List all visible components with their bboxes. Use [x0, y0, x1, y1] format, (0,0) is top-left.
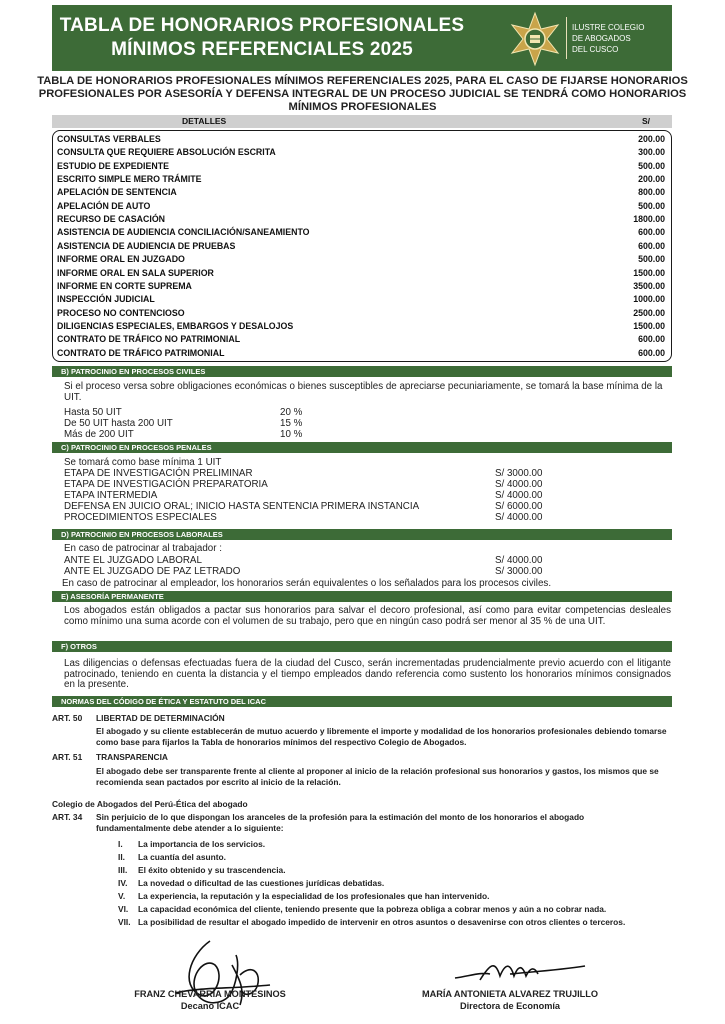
service-name: CONSULTA QUE REQUIERE ABSOLUCIÓN ESCRITA: [57, 147, 276, 158]
table-row: [57, 214, 665, 227]
labor-item-label: ANTE EL JUZGADO LABORAL: [64, 555, 202, 566]
section-title: B) PATROCINIO EN PROCESOS CIVILES: [61, 367, 206, 376]
list-numeral: III.: [118, 865, 128, 875]
signatory-role: Decano ICAC: [180, 1001, 240, 1011]
table-row: [57, 281, 665, 294]
college-ethics-heading: Colegio de Abogados del Perú-Ética del abogado: [52, 799, 248, 809]
service-fee: 1500.00: [633, 267, 665, 278]
fees-table-header: [52, 115, 672, 128]
service-fee: 600.00: [638, 240, 665, 251]
page-title-line1: TABLA DE HONORARIOS PROFESIONALES: [59, 15, 465, 36]
service-name: RECURSO DE CASACIÓN: [57, 214, 166, 225]
service-fee: 2500.00: [633, 307, 665, 318]
list-item: La novedad o dificultad de las cuestiones jurídicas debatidas.: [138, 878, 385, 888]
service-name: INSPECCIÓN JUDICIAL: [57, 294, 155, 305]
penal-item-value: S/ 6000.00: [495, 501, 543, 512]
section-e-bar: [52, 591, 672, 602]
penal-item-label: ETAPA INTERMEDIA: [64, 490, 158, 501]
section-b-text: Si el proceso versa sobre obligaciones económicas o bienes susceptibles de apreciarse pecuniariamente, se tomará la base mínima de la UIT.: [64, 381, 663, 403]
article-text: El abogado debe ser transparente frente al cliente al proponer al inicio de la relación profesional sus honorarios y gastos, los mismos que se recomienda sean pactados por escrito al inicio de la relación.: [96, 766, 659, 787]
table-row: [57, 187, 665, 200]
service-name: APELACIÓN DE AUTO: [57, 200, 151, 211]
list-numeral: VI.: [118, 904, 129, 914]
service-fee: 200.00: [638, 174, 665, 185]
penal-item-label: DEFENSA EN JUICIO ORAL; INICIO HASTA SENTENCIA PRIMERA INSTANCIA: [64, 501, 420, 512]
service-name: ESCRITO SIMPLE MERO TRÁMITE: [57, 174, 202, 185]
service-fee: 300.00: [638, 147, 665, 158]
table-row: [57, 134, 665, 147]
service-name: INFORME EN CORTE SUPREMA: [57, 280, 192, 291]
list-item: La importancia de los servicios.: [138, 839, 266, 849]
penal-item-label: PROCEDIMIENTOS ESPECIALES: [64, 512, 217, 523]
table-row: [57, 308, 665, 321]
service-fee: 800.00: [638, 187, 665, 198]
list-item: El éxito obtenido y su trascendencia.: [138, 865, 286, 875]
table-row: [57, 254, 665, 267]
section-c-bar: [52, 442, 672, 453]
college-name: [572, 22, 644, 55]
table-row: [57, 161, 665, 174]
article-text: El abogado y su cliente establecerán de mutuo acuerdo y libremente el importe y modalidad de los honorarios profesionales debiendo tomarse como base para fijarlos la Tabla de honorarios mínimos del respectivo Colegio de Abogados.: [96, 726, 667, 747]
article-number: ART. 51: [52, 752, 83, 762]
signatory-name: MARÍA ANTONIETA ALVAREZ TRUJILLO: [421, 989, 599, 999]
service-fee: 1000.00: [633, 294, 665, 305]
signatory-role: Directora de Economía: [459, 1001, 561, 1011]
article-text: Sin perjuicio de lo que dispongan los aranceles de la profesión para la estimación del monto de los honorarios el abogado fundamentalmente debe atender a lo siguiente:: [96, 812, 585, 833]
tier-label: Más de 200 UIT: [64, 429, 134, 440]
column-header-currency: S/: [641, 116, 650, 126]
list-item: La experiencia, la reputación y la especialidad de los profesionales que han intervenido.: [138, 891, 490, 901]
service-name: INFORME ORAL EN JUZGADO: [57, 254, 185, 265]
service-name: PROCESO NO CONTENCIOSO: [57, 307, 185, 318]
penal-item-value: S/ 4000.00: [495, 479, 543, 490]
service-fee: 500.00: [638, 200, 665, 211]
penal-item-value: S/ 4000.00: [495, 512, 543, 523]
section-title: C) PATROCINIO EN PROCESOS PENALES: [61, 443, 212, 452]
list-item: La capacidad económica del cliente, teniendo presente que la pobreza obliga a cobrar menos y aún a no cobrar nada.: [138, 904, 607, 914]
section-title: E) ASESORÍA PERMANENTE: [61, 592, 164, 601]
service-name: CONSULTAS VERBALES: [57, 134, 161, 144]
tier-value: 20 %: [280, 407, 303, 418]
labor-item-value: S/ 4000.00: [495, 555, 543, 566]
service-name: ASISTENCIA DE AUDIENCIA DE PRUEBAS: [57, 240, 236, 251]
section-d-bar: [52, 529, 672, 540]
table-row: [57, 321, 665, 334]
service-fee: 200.00: [638, 134, 665, 144]
tier-label: Hasta 50 UIT: [64, 407, 122, 418]
service-fee: 600.00: [638, 347, 665, 358]
service-fee: 500.00: [638, 160, 665, 171]
section-f-bar: [52, 641, 672, 652]
service-name: INFORME ORAL EN SALA SUPERIOR: [57, 267, 214, 278]
penal-item-value: S/ 3000.00: [495, 468, 543, 479]
service-fee: 1500.00: [633, 320, 665, 331]
article-title: LIBERTAD DE DETERMINACIÓN: [96, 713, 225, 723]
service-name: CONTRATO DE TRÁFICO NO PATRIMONIAL: [57, 334, 241, 345]
list-item: La posibilidad de resultar el abogado impedido de intervenir en otros asuntos o desavenirse con otros clientes o terceros.: [138, 917, 626, 927]
article-title: TRANSPARENCIA: [96, 752, 168, 762]
header-banner: [52, 5, 672, 71]
section-title: D) PATROCINIO EN PROCESOS LABORALES: [61, 530, 223, 539]
service-fee: 3500.00: [633, 280, 665, 291]
article-number: ART. 34: [52, 812, 83, 822]
service-name: ESTUDIO DE EXPEDIENTE: [57, 160, 169, 171]
section-title: F) OTROS: [61, 642, 97, 651]
service-fee: 500.00: [638, 254, 665, 265]
service-name: APELACIÓN DE SENTENCIA: [57, 187, 177, 198]
service-name: CONTRATO DE TRÁFICO PATRIMONIAL: [57, 347, 225, 358]
table-row: [57, 334, 665, 347]
tier-label: De 50 UIT hasta 200 UIT: [64, 418, 173, 429]
intro-heading: TABLA DE HONORARIOS PROFESIONALES MÍNIMOS REFERENCIALES 2025, PARA EL CASO DE FIJARSE HONORARIOS PROFESIONALES POR ASESORÍA Y DEFENSA INTEGRAL DE UN PROCESO JUDICIAL SE TENDRÁ COMO HONORARIOS MÍNIMOS PROFESIONALES: [37, 75, 688, 113]
table-row: [57, 268, 665, 281]
section-b-bar: [52, 366, 672, 377]
section-e-text: Los abogados están obligados a pactar sus honorarios para salvar el decoro profesional, así como para evitar competencias desleales como mínimo una suma acorde con el volumen de su trabajo, pero que en ningún caso podrá ser menor al 35 % de una UIT.: [64, 605, 671, 627]
table-row: [57, 348, 665, 361]
labor-item-value: S/ 3000.00: [495, 566, 543, 577]
section-c-intro: Se tomará como base mínima 1 UIT: [64, 457, 222, 468]
section-title: NORMAS DEL CÓDIGO DE ÉTICA Y ESTATUTO DEL ICAC: [61, 697, 267, 706]
table-row: [57, 294, 665, 307]
logo-separator: [566, 17, 567, 59]
article-number: ART. 50: [52, 713, 83, 723]
service-name: ASISTENCIA DE AUDIENCIA CONCILIACIÓN/SANEAMIENTO: [57, 227, 310, 238]
table-row: [57, 201, 665, 214]
list-numeral: V.: [118, 891, 126, 901]
section-d-note: En caso de patrocinar al empleador, los honorarios serán equivalentes o los señalados para los procesos civiles.: [62, 578, 552, 589]
penal-item-label: ETAPA DE INVESTIGACIÓN PREPARATORIA: [64, 479, 268, 490]
tier-value: 15 %: [280, 418, 303, 429]
tier-value: 10 %: [280, 429, 303, 440]
college-name-line: ILUSTRE COLEGIO: [572, 23, 645, 32]
service-name: DILIGENCIAS ESPECIALES, EMBARGOS Y DESALOJOS: [57, 320, 294, 331]
penal-item-value: S/ 4000.00: [495, 490, 543, 501]
list-item: La cuantía del asunto.: [138, 852, 226, 862]
table-row: [57, 174, 665, 187]
list-numeral: II.: [118, 852, 125, 862]
service-fee: 600.00: [638, 227, 665, 238]
table-row: [57, 147, 665, 160]
service-fee: 1800.00: [633, 214, 665, 225]
college-name-line: DEL CUSCO: [572, 45, 619, 54]
column-header-details: DETALLES: [182, 116, 227, 126]
page-title-line2: MÍNIMOS REFERENCIALES 2025: [111, 39, 413, 60]
section-d-intro: En caso de patrocinar al trabajador :: [64, 543, 222, 554]
table-row: [57, 227, 665, 240]
section-f-text: Las diligencias o defensas efectuadas fuera de la ciudad del Cusco, serán incrementadas prudencialmente previo acuerdo con el litigante patrocinado, teniendo en cuenta la distancia y el tiempo empleados dando referencia como sustento los honorarios mínimos consignados en la presente.: [64, 658, 671, 690]
college-star-logo-icon: [507, 11, 563, 67]
signature-right-icon: [450, 950, 590, 990]
labor-item-label: ANTE EL JUZGADO DE PAZ LETRADO: [64, 566, 241, 577]
signatory-name: FRANZ CHEVARRÍA MONTESINOS: [134, 989, 286, 999]
list-numeral: VII.: [118, 917, 131, 927]
service-fee: 600.00: [638, 334, 665, 345]
penal-item-label: ETAPA DE INVESTIGACIÓN PRELIMINAR: [64, 468, 253, 479]
table-row: [57, 241, 665, 254]
list-numeral: IV.: [118, 878, 128, 888]
college-name-line: DE ABOGADOS: [572, 34, 631, 43]
list-numeral: I.: [118, 839, 123, 849]
norms-bar: [52, 696, 672, 707]
